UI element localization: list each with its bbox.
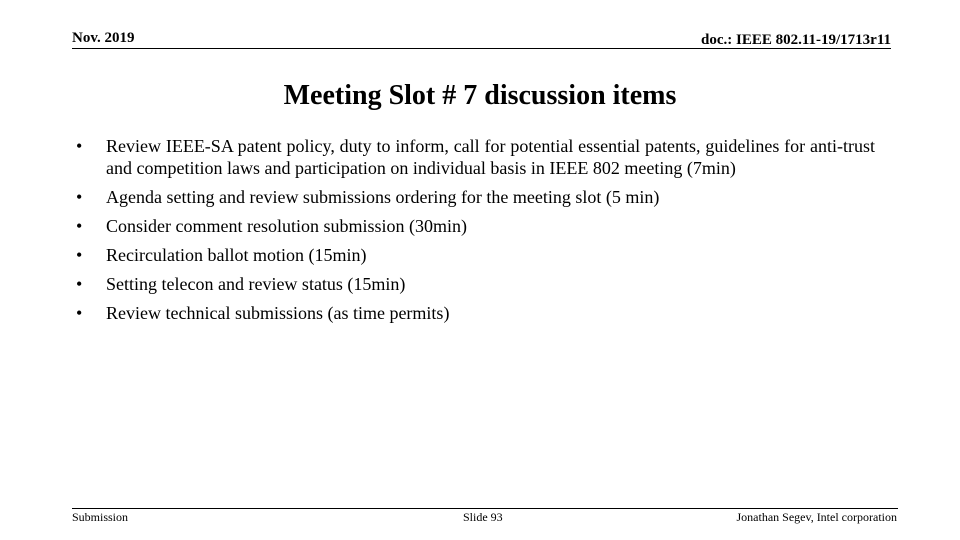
bullet-marker: •	[76, 303, 83, 323]
bullet-text: Setting telecon and review status (15min)	[106, 274, 406, 294]
bullet-item	[72, 273, 875, 295]
bullet-item	[72, 215, 875, 237]
footer-submission: Submission	[72, 510, 129, 524]
footer-slide-number: Slide 93	[463, 510, 503, 524]
bullet-marker: •	[76, 216, 83, 236]
bullet-item	[72, 302, 875, 324]
bullet-text: Consider comment resolution submission (30min)	[106, 216, 467, 236]
header-date: Nov. 2019	[72, 30, 135, 46]
bullet-marker: •	[76, 187, 83, 207]
bullet-text: Review technical submissions (as time permits)	[106, 303, 450, 323]
bullet-list	[72, 135, 875, 331]
bullet-item	[72, 244, 875, 266]
bullet-marker: •	[76, 245, 83, 265]
bullet-item	[72, 135, 875, 179]
bullet-text: Agenda setting and review submissions ordering for the meeting slot (5 min)	[106, 187, 660, 207]
slide-title: Meeting Slot # 7 discussion items	[283, 80, 677, 111]
bullet-marker: •	[76, 136, 83, 156]
bullet-marker: •	[76, 274, 83, 294]
bullet-item	[72, 186, 875, 208]
footer-author: Jonathan Segev, Intel corporation	[736, 510, 897, 524]
header-doc-id: doc.: IEEE 802.11-19/1713r11	[700, 32, 891, 48]
footer-divider	[72, 508, 898, 509]
bullet-text: Review IEEE-SA patent policy, duty to inform, call for potential essential patents, guidelines for anti-trust and competition laws and participation on individual basis in IEEE 802 meeting (7min)	[106, 136, 875, 178]
header-divider	[72, 48, 891, 49]
bullet-text: Recirculation ballot motion (15min)	[106, 245, 367, 265]
